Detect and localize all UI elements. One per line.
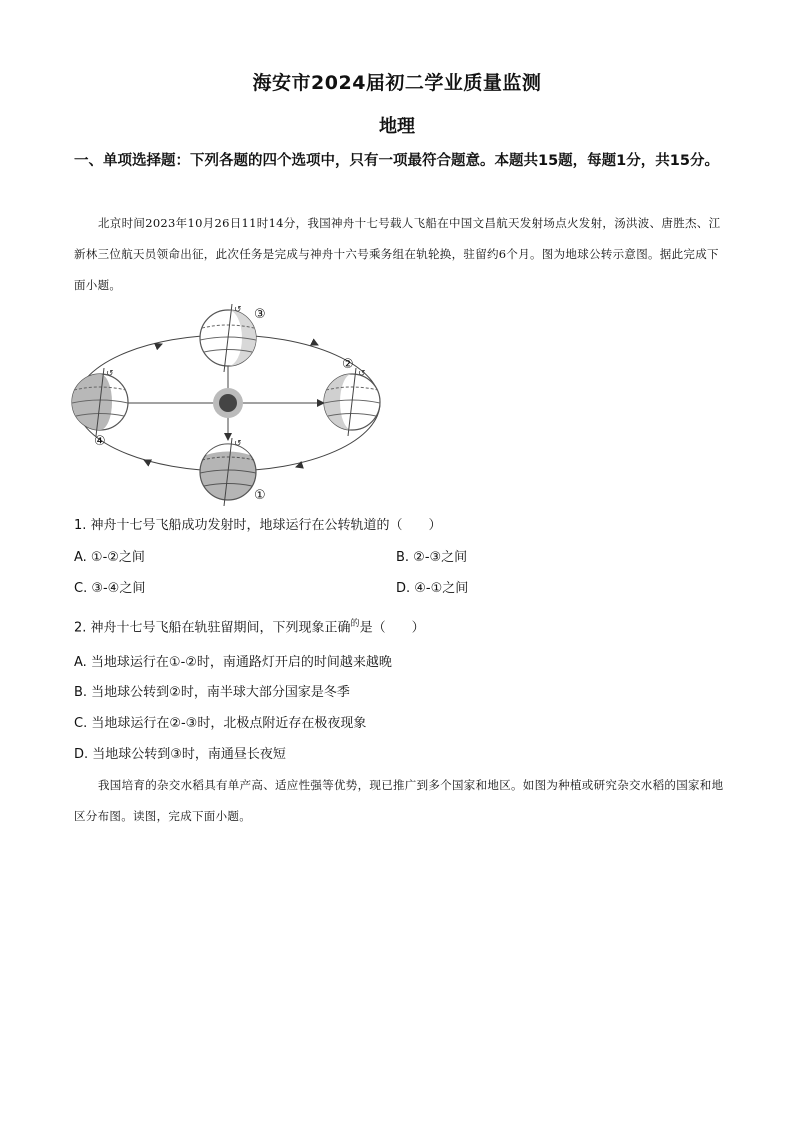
question-1-option-c: C. ③-④之间 [74,581,146,596]
page-title: 海安市2024届初二学业质量监测 [252,72,542,94]
passage-1-text: 北京时间2023年10月26日11时14分，我国神舟十七号载人飞船在中国文昌航天发射场点火发射，汤洪波、唐胜杰、江新林三位航天员领命出征，此次任务是完成与神舟十六号乘务组在轨轮换，驻留约6个月。图为地球公转示意图。据此完成下面小题。 [74,216,721,292]
svg-text:↺: ↺ [234,439,242,449]
sun-icon [213,388,243,418]
label-3: ③ [254,307,266,322]
question-2-option-c: C. 当地球运行在②-③时，北极点附近存在极夜现象 [74,716,367,731]
question-1-option-b: B. ②-③之间 [396,550,468,565]
question-2-stem-end: 是（ ） [359,620,425,636]
question-1-option-a: A. ①-②之间 [74,550,145,565]
passage-1 [74,208,724,301]
question-2-option-d: D. 当地球公转到③时，南通昼长夜短 [74,747,286,762]
svg-text:↺: ↺ [234,305,242,315]
question-2-stem [74,616,425,635]
question-2-option-b: B. 当地球公转到②时，南半球大部分国家是冬季 [74,685,350,700]
earth-position-4 [72,368,128,436]
question-2-stem-superscript: 的 [350,619,360,629]
subject-title: 地理 [379,116,415,137]
question-1-stem: 1. 神舟十七号飞船成功发射时，地球运行在公转轨道的（ ） [74,518,442,533]
orbit-arrow-top-right [312,342,318,345]
label-4: ④ [94,434,106,449]
question-1-option-d: D. ④-①之间 [396,581,469,596]
orbit-arrow-top-left [157,344,162,346]
passage-2 [74,770,724,832]
earth-position-3 [200,304,256,372]
passage-2-text: 我国培育的杂交水稻具有单产高、适应性强等优势，现已推广到多个国家和地区。如图为种植或研究杂交水稻的国家和地区分布图。读图，完成下面小题。 [74,778,724,823]
orbit-arrow-bottom-right [296,465,302,467]
label-2: ② [342,357,354,372]
question-2-option-a: A. 当地球运行在①-②时，南通路灯开启的时间越来越晚 [74,655,392,670]
earth-revolution-diagram [62,300,392,510]
section-heading: 一、单项选择题：下列各题的四个选项中，只有一项最符合题意。本题共15题，每题1分，共15分。 [74,153,719,169]
svg-text:↺: ↺ [106,369,114,379]
label-1: ① [254,488,266,503]
question-2-stem-main: 2. 神舟十七号飞船在轨驻留期间，下列现象正确 [74,620,351,636]
svg-text:↺: ↺ [358,369,366,379]
earth-position-1 [200,438,256,506]
